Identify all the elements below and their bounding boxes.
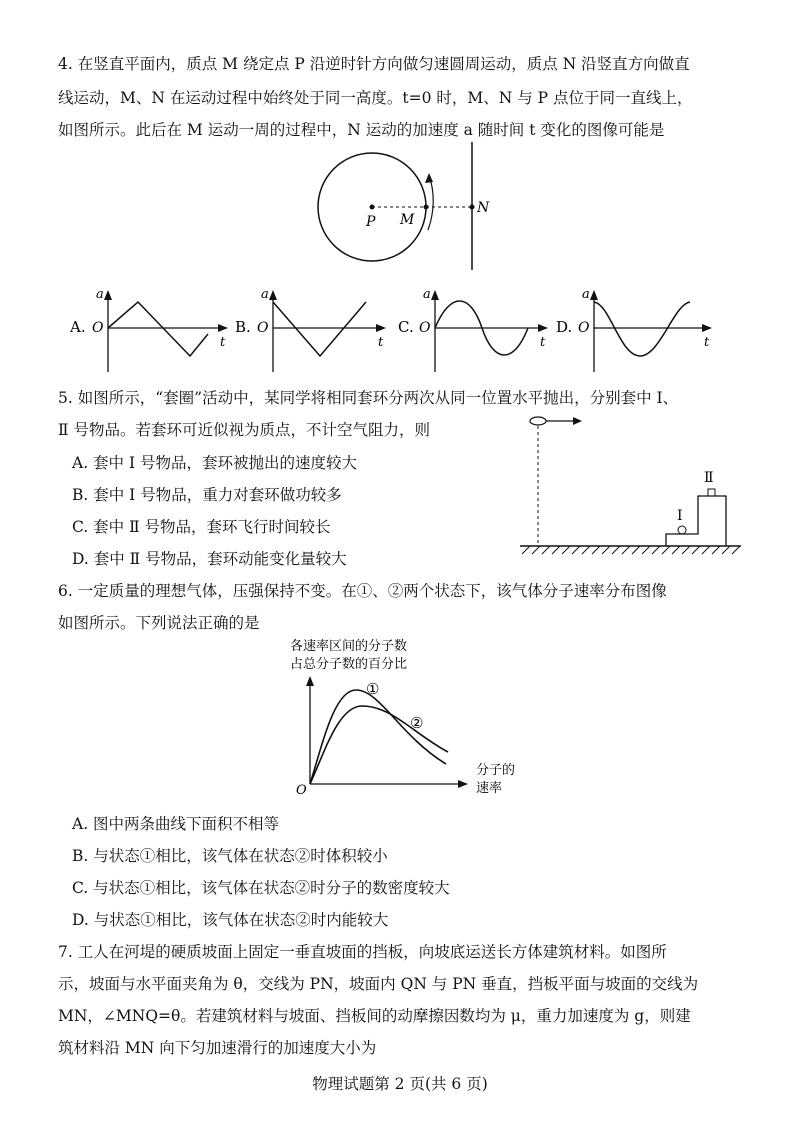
y-axis-label-line-1: 各速率区间的分子数 <box>290 639 408 654</box>
q6-option-d: D. 与状态①相比，该气体在状态②时内能较大 <box>72 911 389 929</box>
q4-text-line-1: 4. 在竖直平面内，质点 M 绕定点 P 沿逆时针方向做匀速圆周运动，质点 N 沿竖直方向做直 <box>58 55 690 73</box>
q4-circle-figure <box>310 140 510 272</box>
y-arrow-icon <box>590 290 598 300</box>
x-arrow-icon <box>458 780 468 788</box>
q5-option-d: D. 套中 Ⅱ 号物品，套环动能变化量较大 <box>72 550 347 568</box>
svg-text:t: t <box>540 335 546 350</box>
q5-option-a: A. 套中 Ⅰ 号物品，套环被抛出的速度较大 <box>72 454 358 472</box>
y-arrow-icon <box>269 290 277 300</box>
option-a-label: A. <box>70 318 86 336</box>
x-axis-label-line-1: 分子的 <box>476 763 516 778</box>
q5-option-c: C. 套中 Ⅱ 号物品，套环飞行时间较长 <box>72 518 331 536</box>
q7-text-line-1: 7. 工人在河堤的硬质坡面上固定一垂直坡面的挡板，向坡底运送长方体建筑材料。如图所 <box>58 943 667 961</box>
svg-text:a: a <box>261 287 269 302</box>
x-axis-label-line-2: 速率 <box>476 781 503 796</box>
origin-label: O <box>296 783 307 796</box>
y-arrow-icon <box>306 676 314 686</box>
q6-option-b: B. 与状态①相比，该气体在状态②时体积较小 <box>72 847 388 865</box>
y-arrow-icon <box>104 290 112 300</box>
cosine-wave-d <box>594 302 690 356</box>
q6-text-line-2: 如图所示。下列说法正确的是 <box>58 614 260 632</box>
q4-option-graphs <box>70 284 730 374</box>
svg-text:O: O <box>419 320 431 336</box>
svg-text:a: a <box>96 287 104 302</box>
svg-text:a: a <box>582 287 590 302</box>
svg-text:t: t <box>220 335 226 350</box>
q6-text-line-1: 6. 一定质量的理想气体，压强保持不变。在①、②两个状态下，该气体分子速率分布图像 <box>58 582 667 600</box>
ring <box>530 417 546 425</box>
svg-text:t: t <box>704 335 710 350</box>
q6-option-c: C. 与状态①相比，该气体在状态②时分子的数密度较大 <box>72 879 450 897</box>
q5-ring-toss-figure <box>516 412 746 560</box>
point-m <box>424 205 429 210</box>
option-b-label: B. <box>235 318 251 336</box>
x-arrow-icon <box>376 324 386 332</box>
label-m: M <box>400 212 415 228</box>
point-p <box>370 205 375 210</box>
curve-1-label: ① <box>366 680 380 698</box>
option-c-graph <box>398 287 548 372</box>
ground-hatch <box>522 546 740 554</box>
q7-text-line-4: 筑材料沿 MN 向下匀加速滑行的加速度大小为 <box>58 1039 377 1057</box>
svg-text:a: a <box>423 287 431 302</box>
x-arrow-icon <box>218 324 228 332</box>
x-arrow-icon <box>702 324 712 332</box>
curve-2-label: ② <box>410 714 424 732</box>
y-arrow-icon <box>431 290 439 300</box>
svg-text:t: t <box>378 335 384 350</box>
arrow-head-icon <box>573 417 582 425</box>
q6-option-a: A. 图中两条曲线下面积不相等 <box>72 815 280 833</box>
q4-text-line-3: 如图所示。此后在 M 运动一周的过程中，N 运动的加速度 a 随时间 t 变化的图像可能是 <box>58 121 665 139</box>
option-b-graph <box>235 287 386 372</box>
arrow-head-icon <box>425 173 433 183</box>
option-a-graph <box>70 287 228 372</box>
option-d-label: D. <box>556 318 573 336</box>
v-wave-b <box>273 302 366 356</box>
q7-text-line-3: MN，∠MNQ=θ。若建筑材料与坡面、挡板间的动摩擦因数均为 μ，重力加速度为 g，则建 <box>58 1007 691 1025</box>
q5-text-line-2: Ⅱ 号物品。若套环可近似视为质点，不计空气阻力，则 <box>58 421 430 439</box>
svg-text:O: O <box>257 320 269 336</box>
q5-option-b: B. 套中 Ⅰ 号物品，重力对套环做功较多 <box>72 486 342 504</box>
page-footer: 物理试题第 2 页(共 6 页) <box>312 1075 488 1093</box>
option-c-label: C. <box>398 318 414 336</box>
q4-text-line-2: 线运动，M、N 在运动过程中始终处于同一高度。t=0 时，M、N 与 P 点位于同一直线上， <box>58 89 693 107</box>
origin-label: O <box>92 320 104 336</box>
q7-text-line-2: 示，坡面与水平面夹角为 θ，交线为 PN，坡面内 QN 与 PN 垂直，挡板平面与坡面的交线为 <box>58 975 699 993</box>
svg-text:O: O <box>578 320 590 336</box>
x-arrow-icon <box>538 324 548 332</box>
label-item-2: Ⅱ <box>704 470 714 486</box>
option-d-graph <box>556 287 712 372</box>
label-n: N <box>477 200 490 216</box>
rotation-arrow <box>428 175 433 230</box>
label-item-1: Ⅰ <box>677 508 683 524</box>
label-p: P <box>366 214 376 230</box>
triangle-wave-a <box>108 302 208 356</box>
step-platform <box>666 496 726 546</box>
q6-distribution-figure <box>290 636 530 796</box>
q5-text-line-1: 5. 如图所示，“套圈”活动中，某同学将相同套环分两次从同一位置水平抛出，分别套中 Ⅰ、 <box>58 389 679 407</box>
item-2 <box>708 489 715 496</box>
item-1 <box>678 526 686 534</box>
y-axis-label-line-2: 占总分子数的百分比 <box>290 657 408 672</box>
